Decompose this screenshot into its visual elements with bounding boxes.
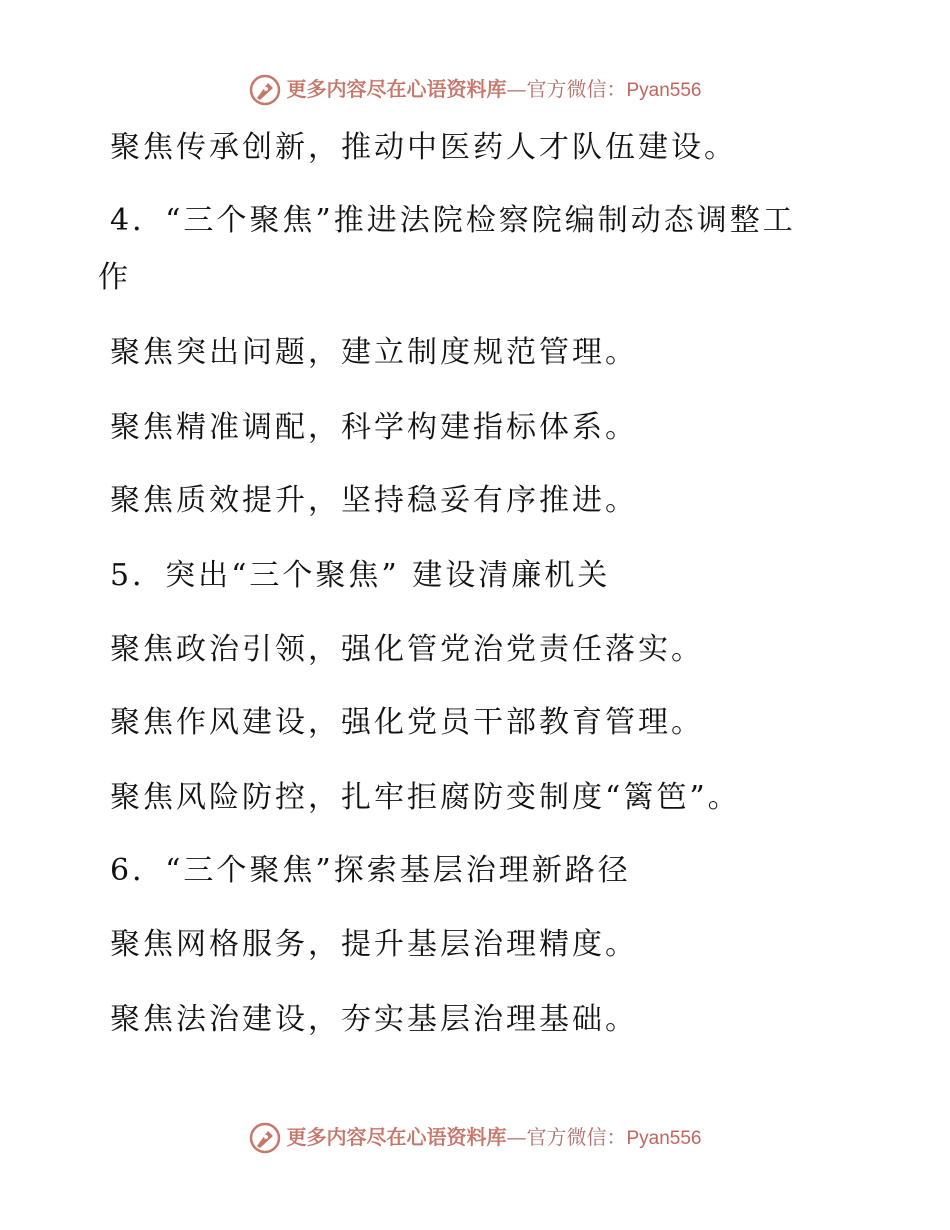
text-line: 聚焦传承创新，推动中医药人才队伍建设。	[110, 130, 737, 165]
section-heading-4: 4．“三个聚焦”推进法院检察院编制动态调整工	[110, 203, 796, 238]
text-line: 聚焦精准调配，科学构建指标体系。	[110, 410, 638, 445]
banner-brand: 更多内容尽在心语资料库	[286, 1125, 507, 1149]
text-line: 聚焦作风建设，强化党员干部教育管理。	[110, 705, 704, 740]
banner-text	[286, 1125, 701, 1151]
text-line: 聚焦政治引领，强化管党治党责任落实。	[110, 632, 704, 667]
banner-wechat-label: 官方微信：	[526, 77, 627, 101]
section-heading-6: 6．“三个聚焦”探索基层治理新路径	[110, 853, 631, 888]
banner-separator: —	[506, 77, 527, 101]
pen-nib-logo-icon	[248, 73, 282, 107]
text-line: 聚焦网格服务，提升基层治理精度。	[110, 927, 638, 962]
banner-brand: 更多内容尽在心语资料库	[286, 77, 507, 101]
section-heading-5: 5．突出“三个聚焦” 建设清廉机关	[110, 558, 611, 593]
banner-text	[286, 77, 701, 103]
text-line: 聚焦质效提升，坚持稳妥有序推进。	[110, 483, 638, 518]
banner-wechat-id: Pyan556	[626, 1128, 702, 1149]
banner-wechat-label: 官方微信：	[526, 1125, 627, 1149]
banner-wechat-id: Pyan556	[626, 80, 702, 101]
header-banner	[0, 70, 950, 110]
text-line: 聚焦突出问题，建立制度规范管理。	[110, 335, 638, 370]
pen-nib-logo-icon	[248, 1121, 282, 1155]
banner-separator: —	[506, 1125, 527, 1149]
text-line: 聚焦风险防控，扎牢拒腐防变制度“篱笆”。	[110, 780, 741, 815]
text-line: 聚焦法治建设，夯实基层治理基础。	[110, 1002, 638, 1037]
footer-banner	[0, 1118, 950, 1158]
text-line: 作	[98, 260, 131, 295]
